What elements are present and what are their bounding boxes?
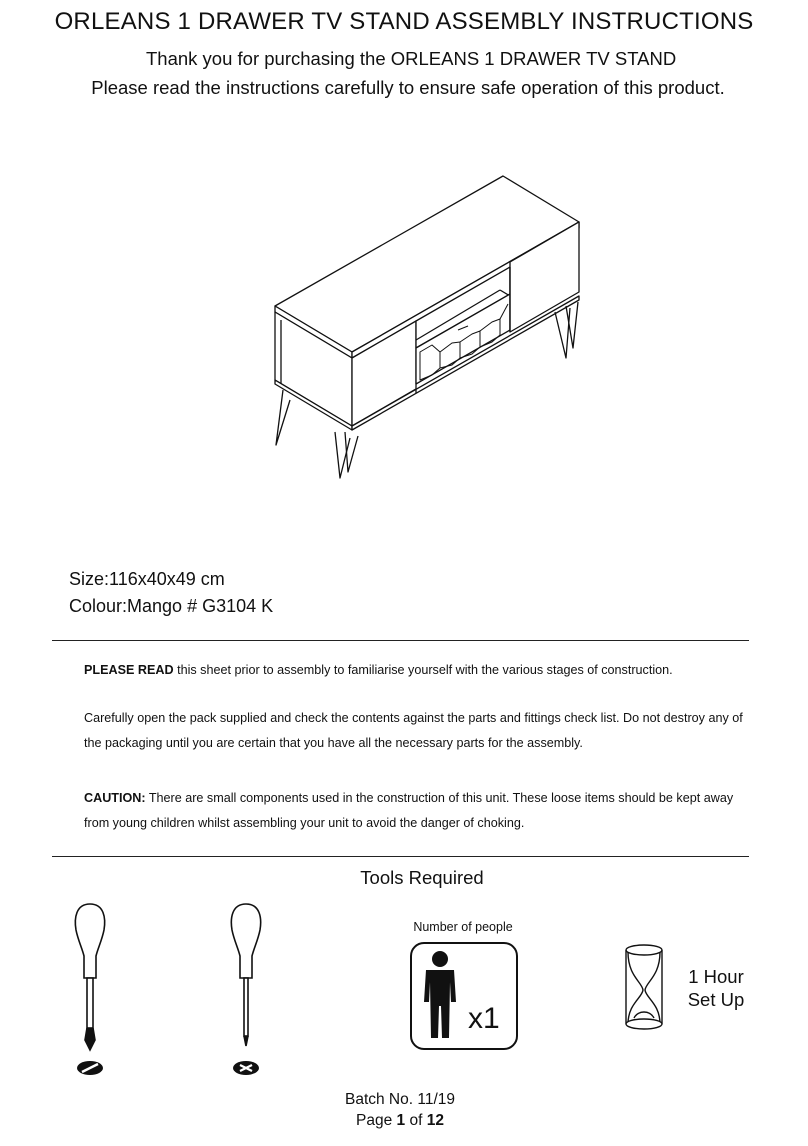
page-indicator	[0, 1112, 800, 1130]
people-count: x1	[468, 1002, 500, 1035]
check-contents-note: Carefully open the pack supplied and check the contents against the parts and fittings check list. Do not destroy any of the packaging until you are certain that you have all the necessary parts for the assembly.	[84, 711, 743, 750]
flathead-screwdriver-icon	[62, 900, 122, 1080]
thank-you-line: Thank you for purchasing the ORLEANS 1 DRAWER TV STAND	[146, 48, 677, 69]
document-title: ORLEANS 1 DRAWER TV STAND ASSEMBLY INSTRUCTIONS	[54, 8, 754, 35]
page-total: 12	[426, 1112, 444, 1129]
phillips-screwdriver-icon	[218, 900, 278, 1080]
people-label: Number of people	[413, 920, 513, 934]
hourglass-icon	[614, 938, 674, 1038]
page-sep: of	[405, 1112, 427, 1129]
please-read-note	[84, 658, 744, 683]
person-icon	[420, 950, 460, 1040]
read-instructions-line: Please read the instructions carefully to ensure safe operation of this product.	[91, 77, 725, 98]
please-read-text: this sheet prior to assembly to familiarise yourself with the various stages of construction.	[173, 663, 673, 677]
divider	[52, 640, 749, 641]
assembly-time-line1: 1 Hour	[688, 966, 744, 987]
divider	[52, 856, 749, 857]
caution-text: There are small components used in the construction of this unit. These loose items should be kept away from young children whilst assembling your unit to avoid the danger of choking.	[84, 791, 734, 830]
page-prefix: Page	[356, 1112, 397, 1129]
page-current: 1	[396, 1112, 406, 1129]
product-size: Size:116x40x49 cm	[69, 569, 225, 589]
caution-note	[84, 786, 744, 836]
caution-label: CAUTION:	[84, 791, 146, 805]
tools-heading: Tools Required	[360, 867, 484, 888]
assembly-time-line2: Set Up	[687, 989, 745, 1010]
tv-stand-illustration	[0, 0, 808, 560]
product-colour: Colour:Mango # G3104 K	[69, 596, 274, 616]
please-read-label: PLEASE READ	[84, 663, 174, 677]
batch-number: Batch No. 11/19	[344, 1091, 455, 1108]
assembly-time	[676, 965, 756, 1011]
